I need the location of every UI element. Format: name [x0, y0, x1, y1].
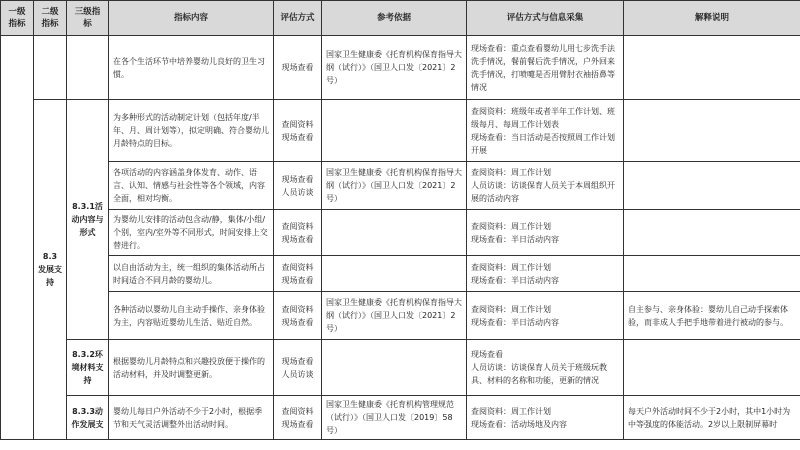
content-cell: 以自由活动为主，统一组织的集体活动所占时间适合不同月龄的婴幼儿。: [109, 256, 274, 292]
table-row: [1, 36, 800, 100]
method-cell: 查阅资料 现场查看: [274, 396, 322, 440]
method-cell: 现场查看 人员访谈: [274, 340, 322, 396]
collect-cell: 查阅资料：周工作计划 现场查看：半日活动内容: [467, 256, 624, 292]
basis-cell: [322, 340, 467, 396]
basis-cell: 国家卫生健康委《托育机构保育指导大纲（试行）》（国卫人口发〔2021〕2号）: [322, 36, 467, 100]
header-explain: 解释说明: [624, 1, 800, 36]
method-cell: 查阅资料 现场查看: [274, 292, 322, 340]
method-cell: 查阅资料 现场查看: [274, 210, 322, 256]
content-cell: 婴幼儿每日户外活动不少于2小时，根据季节和天气灵活调整外出活动时间。: [109, 396, 274, 440]
collect-cell: 现场查看：重点查看婴幼儿用七步洗手法洗手情况，餐前餐后洗手情况，户外回来洗手情况，打喷嚏是否用臂肘衣袖捂鼻等情况: [467, 36, 624, 100]
table-row: [1, 340, 800, 396]
basis-cell: 国家卫生健康委《托育机构保育指导大纲（试行）》（国卫人口发〔2021〕2号）: [322, 292, 467, 340]
basis-cell: 国家卫生健康委《托育机构保育指导大纲（试行）》（国卫人口发〔2021〕2号）: [322, 162, 467, 210]
level1-cell: [1, 36, 34, 440]
collect-cell: 查阅资料：班级年或者半年工作计划、班级每月、每周工作计划表 现场查看：当日活动是否按照周工作计划开展: [467, 100, 624, 162]
table-row: [1, 292, 800, 340]
level2-cell: 8.3 发展支持: [34, 100, 67, 440]
explain-cell: [624, 256, 800, 292]
explain-cell: [624, 100, 800, 162]
collect-cell: 查阅资料：周工作计划 人员访谈：访谈保育人员关于本周组织开展的活动内容: [467, 162, 624, 210]
header-row: [1, 1, 800, 36]
basis-cell: [322, 210, 467, 256]
header-content: 指标内容: [109, 1, 274, 36]
level3-cell: 8.3.3动作发展支: [67, 396, 109, 440]
table-row: [1, 162, 800, 210]
content-cell: 根据婴幼儿月龄特点和兴趣投放便于操作的活动材料，并及时调整更新。: [109, 340, 274, 396]
content-cell: 各种活动以婴幼儿自主动手操作、亲身体验为主，内容贴近婴幼儿生活、贴近自然。: [109, 292, 274, 340]
explain-cell: [624, 340, 800, 396]
header-collect: 评估方式与信息采集: [467, 1, 624, 36]
header-level1: 一级指标: [1, 1, 34, 36]
table-row: [1, 256, 800, 292]
header-level2: 二级指标: [34, 1, 67, 36]
table-row: [1, 396, 800, 440]
collect-cell: 查阅资料：周工作计划 现场查看：半日活动内容: [467, 210, 624, 256]
method-cell: 查阅资料 现场查看: [274, 256, 322, 292]
collect-cell: 查阅资料：周工作计划 现场查看：半日活动内容: [467, 292, 624, 340]
table-row: [1, 100, 800, 162]
content-cell: 为多种形式的活动制定计划（包括年度/半年、月、周计划等），拟定明确、符合婴幼儿月龄特点的目标。: [109, 100, 274, 162]
method-cell: 现场查看 人员访谈: [274, 162, 322, 210]
collect-cell: 查阅资料：周工作计划 现场查看：活动场地及内容: [467, 396, 624, 440]
explain-cell: [624, 210, 800, 256]
method-cell: 查阅资料 现场查看: [274, 100, 322, 162]
content-cell: 为婴幼儿安排的活动包含动/静，集体/小组/个别，室内/室外等不同形式，时间安排上交替进行。: [109, 210, 274, 256]
explain-cell: 自主参与、亲身体验：婴幼儿自己动手探索体验，而非成人手把手地带着进行被动的参与。: [624, 292, 800, 340]
header-method: 评估方式: [274, 1, 322, 36]
content-cell: 各项活动的内容涵盖身体发育、动作、语言、认知、情感与社会性等各个领域，内容全面，相对均衡。: [109, 162, 274, 210]
level3-cell: 8.3.2环境材料支持: [67, 340, 109, 396]
basis-cell: [322, 100, 467, 162]
header-level3: 三级指标: [67, 1, 109, 36]
collect-cell: 现场查看 人员访谈：访谈保育人员关于班级玩教具、材料的名称和功能，更新的情况: [467, 340, 624, 396]
explain-cell: [624, 36, 800, 100]
content-cell: 在各个生活环节中培养婴幼儿良好的卫生习惯。: [109, 36, 274, 100]
basis-cell: [322, 256, 467, 292]
explain-cell: [624, 162, 800, 210]
table-row: [1, 210, 800, 256]
level2-cell-empty: [34, 36, 67, 100]
basis-cell: 国家卫生健康委《托育机构管理规范（试行）》（国卫人口发〔2019〕58号）: [322, 396, 467, 440]
level3-cell: [67, 36, 109, 100]
explain-cell: 每天户外活动时间不少于2小时，其中1小时为中等强度的体能活动。2岁以上限制屏幕时: [624, 396, 800, 440]
method-cell: 现场查看: [274, 36, 322, 100]
header-basis: 参考依据: [322, 1, 467, 36]
level3-cell: 8.3.1活动内容与形式: [67, 100, 109, 340]
